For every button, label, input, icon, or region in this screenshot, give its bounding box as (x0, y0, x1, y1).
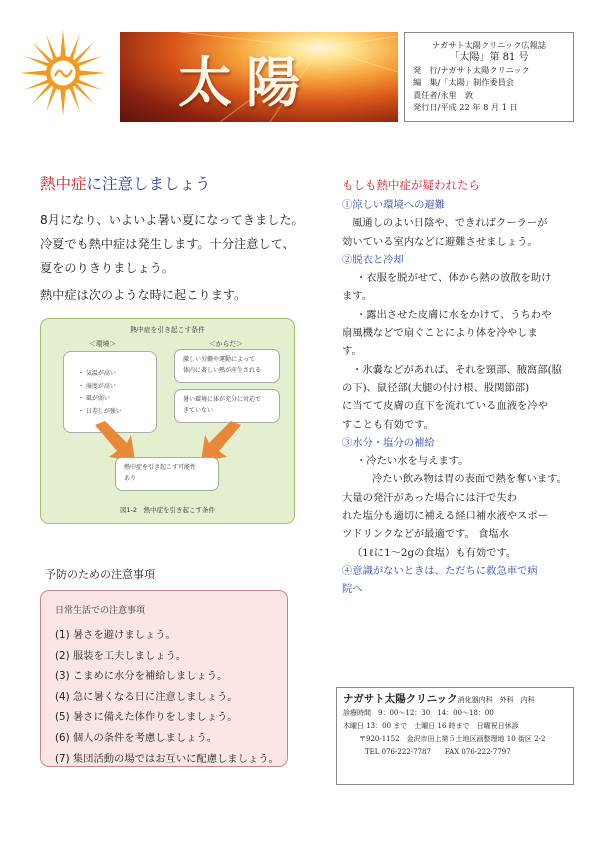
step-heading: ①涼しい環境への避難 (342, 199, 445, 211)
step-text: ・冷たい水を与えます。 (356, 455, 469, 468)
editor: 編 集/「太陽」制作委員会 (413, 77, 515, 88)
step-heading: ②脱衣と冷却 (342, 253, 404, 266)
step-heading: ④意識がないときは、ただちに救急車で病 (342, 564, 538, 577)
prevention-list (55, 625, 279, 769)
publish-date: 発行日/平成 22 年 8 月 1 日 (413, 101, 518, 112)
step-text: ツドリンクなどが最適です。 食塩水 (342, 528, 509, 541)
step-text: ます。 (342, 290, 373, 303)
step-text: す。 (342, 345, 362, 358)
prevention-box (40, 590, 288, 767)
clinic-hours: 診療時間 9：00～12：30 14：00～18：00 (343, 709, 494, 717)
body-condition-box (174, 349, 280, 383)
figure-caption: 図1-2 熱中症を引き起こす条件 (119, 506, 216, 514)
intro-line: 夏をのりきりましょう。 (40, 261, 175, 275)
step-heading: 院へ (342, 583, 363, 596)
first-aid-body (342, 196, 568, 599)
step-text: （1ℓに1～2gの食塩）も有効です。 (352, 546, 517, 559)
step-text: ・露出させた皮膚に水をかけて、うちわや (356, 308, 552, 321)
step-text: 冷たい飲み物は胃の表面で熱を奪います。 (372, 473, 567, 486)
intro-line: 8月になり、いよいよ暑い夏になってきました。 (40, 213, 304, 227)
body-condition-box (174, 389, 280, 423)
prevention-subtitle: 日常生活での注意事項 (55, 606, 146, 616)
body-condition-line: 体内に著しい熱が産生される (183, 366, 262, 374)
article-title-keyword: 熱中症 (40, 175, 87, 193)
publication-name: ナガサト太陽クリニック広報誌 (432, 40, 546, 50)
prevention-item: (2) 服装を工夫しましょう。 (55, 649, 187, 662)
step-text: の下)、鼠径部(大腿の付け根、股関節部) (342, 381, 530, 394)
publisher: 発 行/ナガサト太陽クリニック (413, 65, 530, 76)
env-item: ・ 風が弱い (78, 395, 110, 402)
intro-paragraph (40, 208, 305, 280)
clinic-info-box (336, 687, 574, 785)
prevention-item: (3) こまめに水分を補給しましょう。 (55, 670, 228, 683)
clinic-name: ナガサト太陽クリニック (343, 693, 458, 705)
issue-info-box (404, 32, 574, 122)
result-line: あり (124, 474, 137, 482)
step-text: すことも有効です。 (342, 418, 434, 431)
sun-logo (20, 30, 106, 116)
prevention-item: (4) 急に暑くなる日に注意しましょう。 (55, 690, 238, 703)
prevention-title: 予防のための注意事項 (45, 568, 155, 581)
body-label: ＜からだ＞ (209, 340, 243, 348)
step-text: ・衣服を脱がせて、体から熱の放散を助け (356, 272, 552, 285)
prevention-item: (6) 個人の条件を考慮しましょう。 (55, 731, 218, 744)
clinic-address: 〒920-1152 金沢市田上第５土地区画整理地 10 街区 2-2 (359, 735, 546, 743)
clinic-phone: TEL 076-222-7787 FAX 076-222-7797 (365, 748, 511, 756)
clinic-departments: 消化器内科 外科 内科 (457, 696, 535, 704)
body-condition-line: 激しい労働や運動によって (183, 356, 256, 363)
step-text: れた塩分も適切に補える経口補水液やスポー (342, 510, 548, 523)
result-line: 熱中症を引き起こす可能性 (124, 464, 197, 471)
body-condition-line: 暑い環境に体が充分に対応で (183, 396, 262, 403)
prevention-item: (5) 暑さに備えた体作りをしましょう。 (55, 711, 238, 724)
env-item: ・ 湿度が高い (78, 382, 116, 390)
article-title-rest: に注意しましょう (86, 175, 211, 193)
step-text: 風通しのよい日陰や、できればクーラーが (352, 217, 548, 230)
magazine-title: 太陽 (178, 50, 314, 114)
first-aid-title: もしも熱中症が疑われたら (342, 178, 480, 192)
env-item: ・ 日差しが強い (78, 407, 122, 415)
clinic-hours-note: 木曜日 13：00 まで 土曜日 16 時まで 日曜祝日休診 (343, 722, 519, 730)
step-text: 扇風機などで扇ぐことにより体を冷やしま (342, 327, 538, 340)
env-label: ＜環境＞ (89, 340, 117, 348)
result-box (115, 457, 219, 491)
step-text: 効いている室内などに避難させましょう。 (342, 235, 538, 248)
prevention-item: (1) 暑さを避けましょう。 (55, 629, 176, 641)
step-text: ・氷嚢などがあれば、それを頸部、腋窩部(脇 (352, 363, 562, 376)
step-text: に当てて皮膚の直下を流れている血液を冷や (342, 400, 548, 413)
prevention-item: (7) 集団活動の場ではお互いに配慮しましょう。 (55, 752, 279, 765)
figure-title: 熱中症を引き起こす条件 (130, 326, 205, 334)
title-banner (120, 32, 398, 122)
env-item: ・ 気温が高い (78, 370, 116, 377)
body-condition-line: きていない (183, 406, 214, 414)
intro-line: 冷夏でも熱中症は発生します。十分注意して、 (40, 237, 295, 251)
figure-panel (40, 318, 295, 524)
article-title (40, 172, 211, 194)
issue-number: 「太陽」第 81 号 (449, 52, 529, 64)
step-text: 大量の発汗があった場合には汗で失わ (342, 491, 517, 504)
step-heading: ③水分・塩分の補給 (342, 436, 435, 449)
responsible-person: 責任者/永里 敦 (413, 89, 474, 100)
intro-lead: 熱中症は次のような時に起こります。 (40, 288, 247, 302)
